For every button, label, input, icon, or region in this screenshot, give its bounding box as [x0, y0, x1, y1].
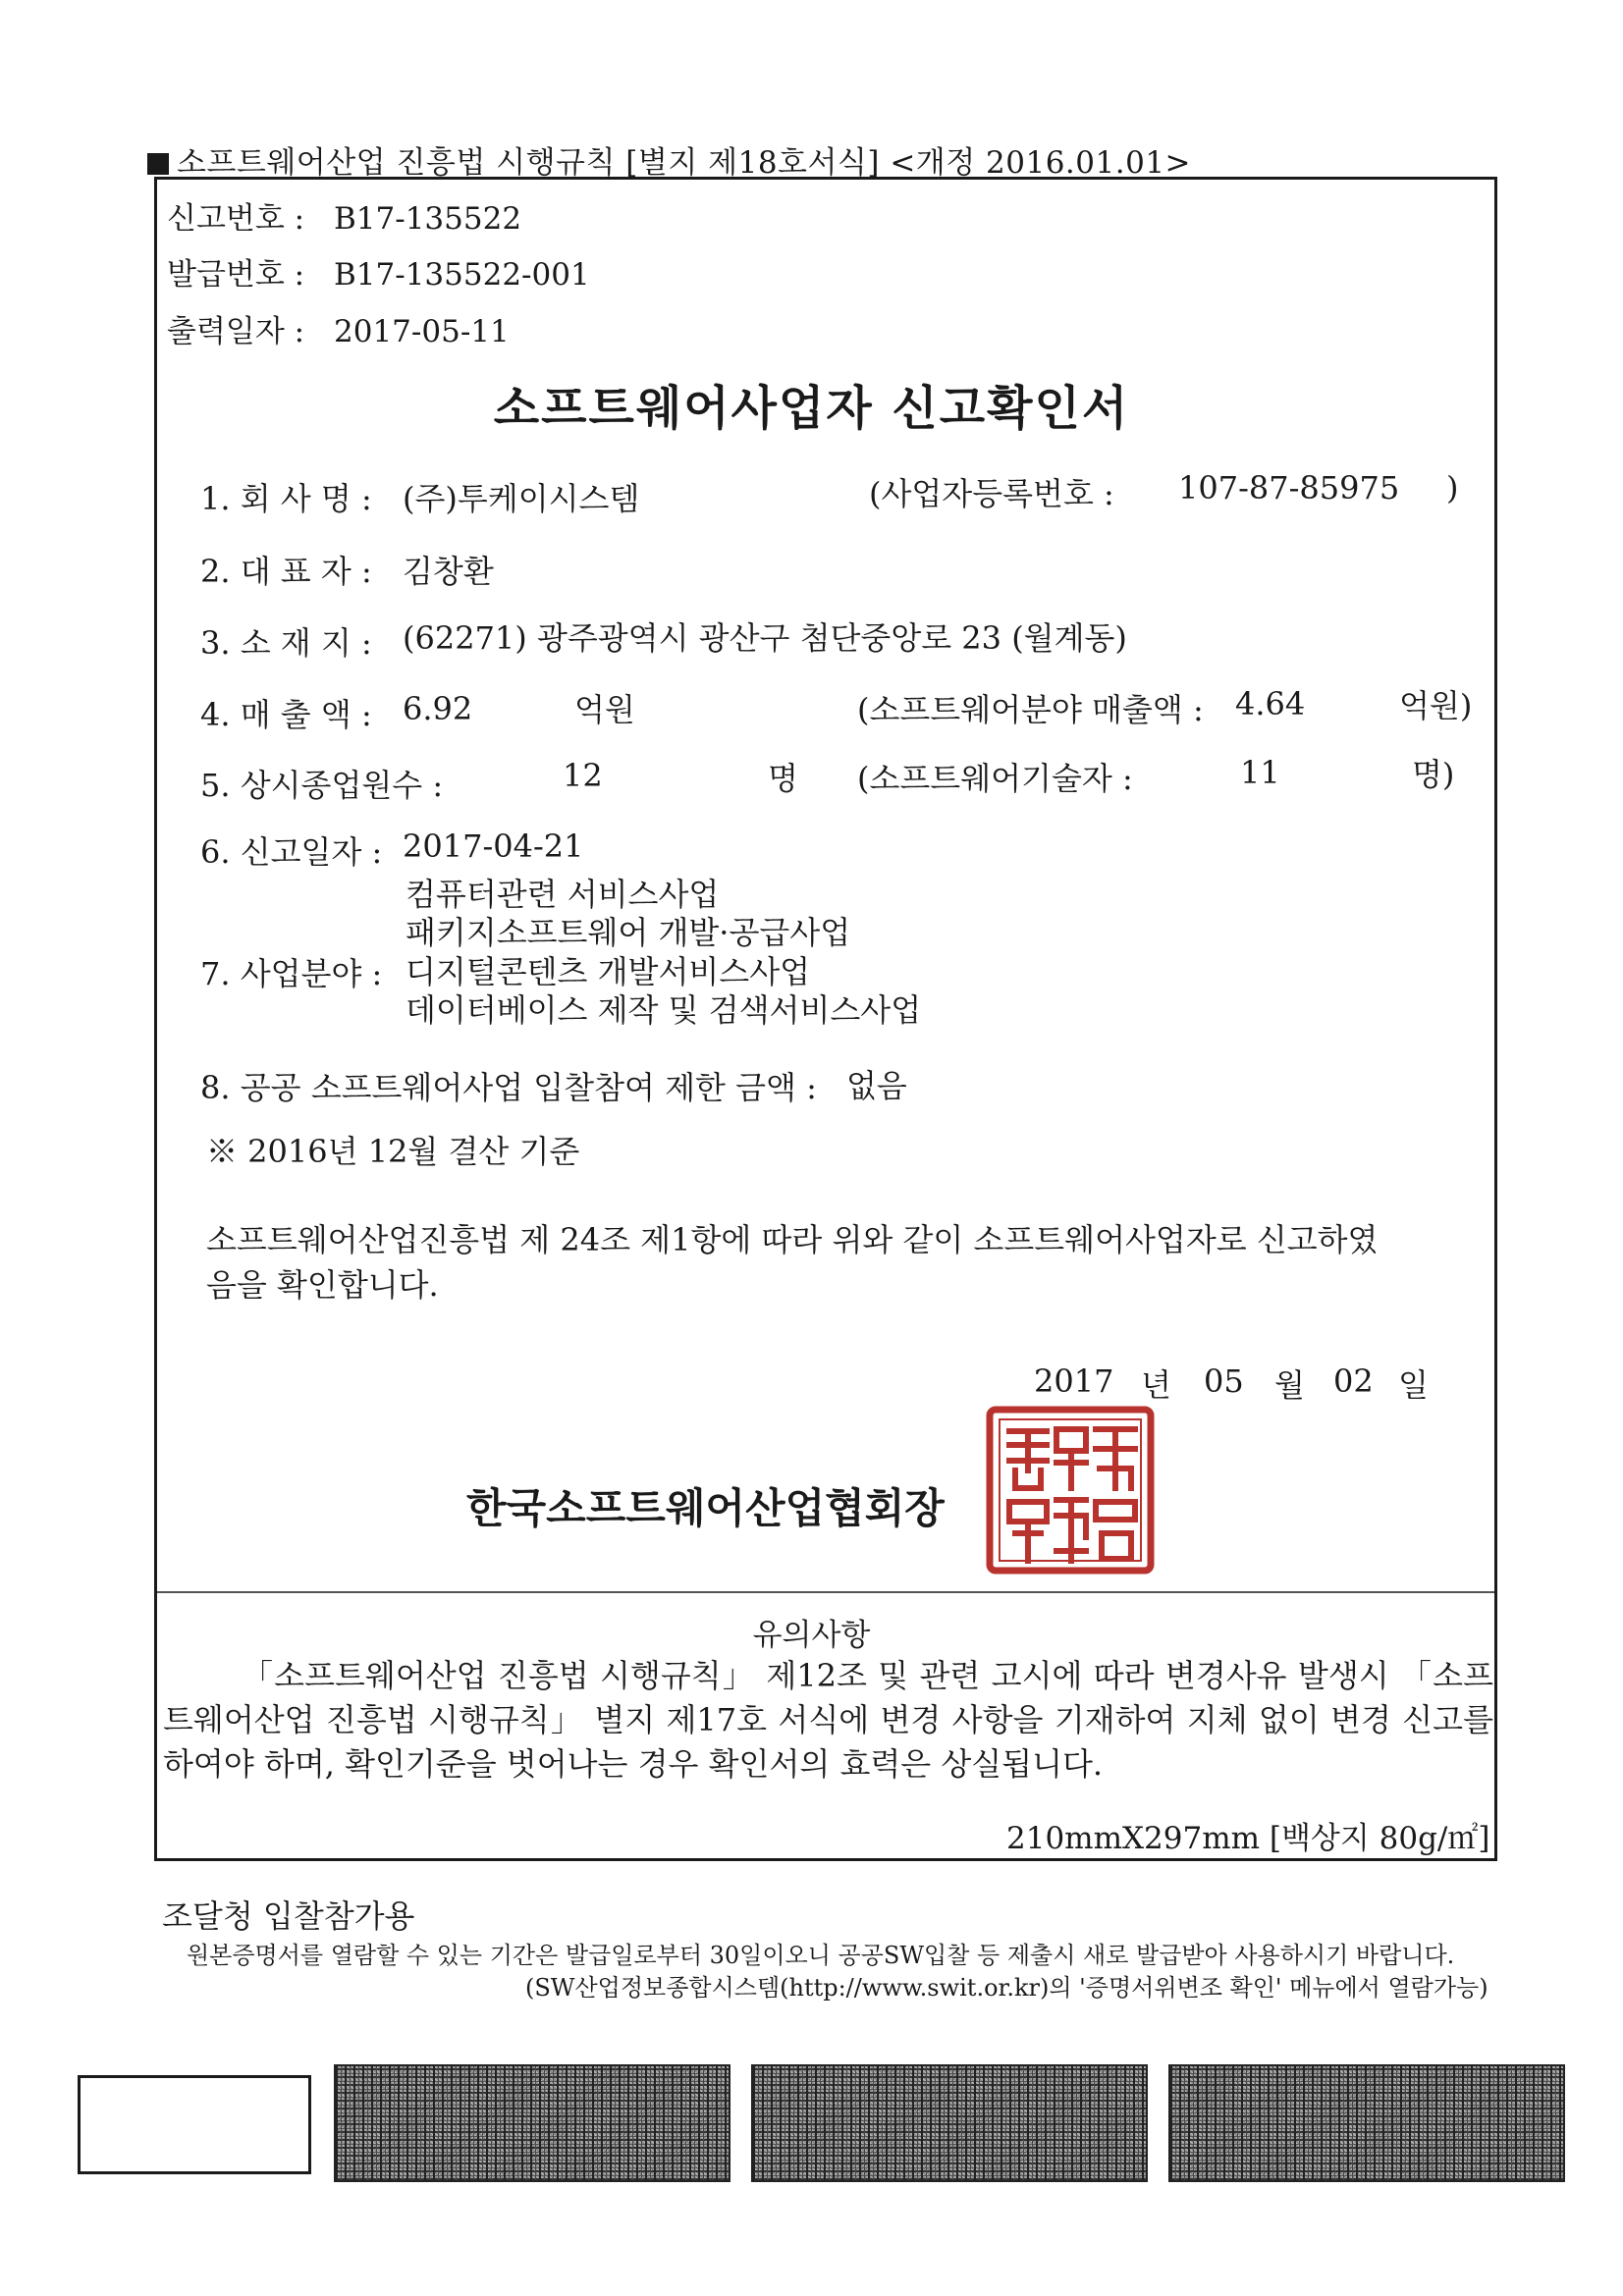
date-day: 02	[1333, 1362, 1374, 1400]
address: (62271) 광주광역시 광산구 첨단중앙로 23 (월계동)	[403, 619, 1127, 657]
company-label: 1. 회 사 명 :	[200, 480, 372, 517]
bid-limit-value: 없음	[846, 1067, 907, 1104]
sw-sales-unit: 억원)	[1399, 687, 1473, 724]
sw-sales-label: (소프트웨어분야 매출액 :	[857, 691, 1204, 728]
paper-size: 210mmX297mm [백상지 80g/㎡]	[1006, 1821, 1490, 1856]
document-title: 소프트웨어사업자 신고확인서	[493, 381, 1130, 436]
date-year: 2017	[1034, 1362, 1114, 1400]
report-date: 2017-04-21	[403, 828, 584, 865]
official-seal-icon	[986, 1406, 1155, 1575]
notice-body: 「소프트웨어산업 진흥법 시행규칙」 제12조 및 관련 고시에 따라 변경사유 발생시 「소프트웨어산업 진흥법 시행규칙」 별지 제17호 서식에 변경 사항을 기재하여 지체 없이 변경 신고를 하여야 하며, 확인기준을 벗어나는 경우 확인서의 효력은 상실됩니다.	[163, 1657, 1493, 1783]
ceo-label: 2. 대 표 자 :	[200, 553, 372, 590]
engineers-label: (소프트웨어기술자 :	[857, 760, 1133, 797]
engineers-value: 11	[1240, 754, 1280, 791]
date-day-unit: 일	[1398, 1366, 1429, 1404]
notice-title: 유의사항	[752, 1618, 871, 1653]
footer-note-2: (SW산업정보종합시스템(http://www.swit.or.kr)의 '증명서위변조 확인' 메뉴에서 열람가능)	[525, 1974, 1488, 2002]
business-field-item: 디지털콘텐츠 개발서비스사업	[406, 953, 811, 990]
date-month: 05	[1204, 1362, 1244, 1400]
notice-divider	[157, 1591, 1494, 1593]
employees-value: 12	[563, 757, 603, 794]
date-month-unit: 월	[1274, 1366, 1305, 1404]
address-label: 3. 소 재 지 :	[200, 624, 372, 662]
2d-barcode-icon	[1168, 2064, 1565, 2182]
2d-barcode-icon	[334, 2064, 730, 2182]
date-year-unit: 년	[1141, 1366, 1171, 1404]
basis-note: ※ 2016년 12월 결산 기준	[206, 1133, 580, 1170]
purpose-label: 조달청 입찰참가용	[162, 1897, 415, 1935]
issue-number: 발급번호 : B17-135522-001	[167, 257, 590, 293]
form-reference-text: 소프트웨어산업 진흥법 시행규칙 [별지 제18호서식] <개정 2016.01.01>	[177, 145, 1192, 181]
engineers-unit: 명)	[1412, 756, 1455, 793]
confirmation-line-2: 음을 확인합니다.	[206, 1266, 439, 1304]
confirmation-line-1: 소프트웨어산업진흥법 제 24조 제1항에 따라 위와 같이 소프트웨어사업자로 신고하였	[206, 1221, 1379, 1258]
sw-sales-value: 4.64	[1235, 685, 1306, 722]
ceo-name: 김창환	[403, 553, 494, 590]
report-date-label: 6. 신고일자 :	[200, 833, 383, 871]
sales-unit: 억원	[574, 691, 635, 728]
footer-note-1: 원본증명서를 열람할 수 있는 기간은 발급일로부터 30일이오니 공공SW입찰 등 제출시 새로 발급받아 사용하시기 바랍니다.	[187, 1942, 1455, 1969]
biz-reg-close: )	[1446, 469, 1459, 507]
business-field-item: 데이터베이스 제작 및 검색서비스사업	[406, 991, 922, 1029]
biz-reg-number: 107-87-85975	[1178, 469, 1400, 507]
sales-value: 6.92	[403, 690, 473, 727]
company-name: (주)투케이시스템	[403, 480, 640, 517]
biz-reg-label: (사업자등록번호 :	[869, 475, 1114, 512]
2d-barcode-icon	[751, 2064, 1148, 2182]
employees-unit: 명	[768, 760, 798, 797]
black-square-icon	[147, 153, 169, 175]
business-field-item: 컴퓨터관련 서비스사업	[406, 876, 720, 913]
bid-limit-label: 8. 공공 소프트웨어사업 입찰참여 제한 금액 :	[200, 1069, 817, 1106]
sales-label: 4. 매 출 액 :	[200, 696, 372, 733]
employees-label: 5. 상시종업원수 :	[200, 767, 444, 804]
business-field-label: 7. 사업분야 :	[200, 955, 383, 992]
business-field-item: 패키지소프트웨어 개발·공급사업	[406, 914, 851, 951]
report-number: 신고번호 : B17-135522	[167, 201, 522, 237]
form-reference-header	[147, 137, 1191, 182]
verification-box	[78, 2075, 311, 2174]
issuer-name: 한국소프트웨어산업협회장	[466, 1484, 945, 1532]
print-date: 출력일자 : 2017-05-11	[167, 314, 510, 349]
